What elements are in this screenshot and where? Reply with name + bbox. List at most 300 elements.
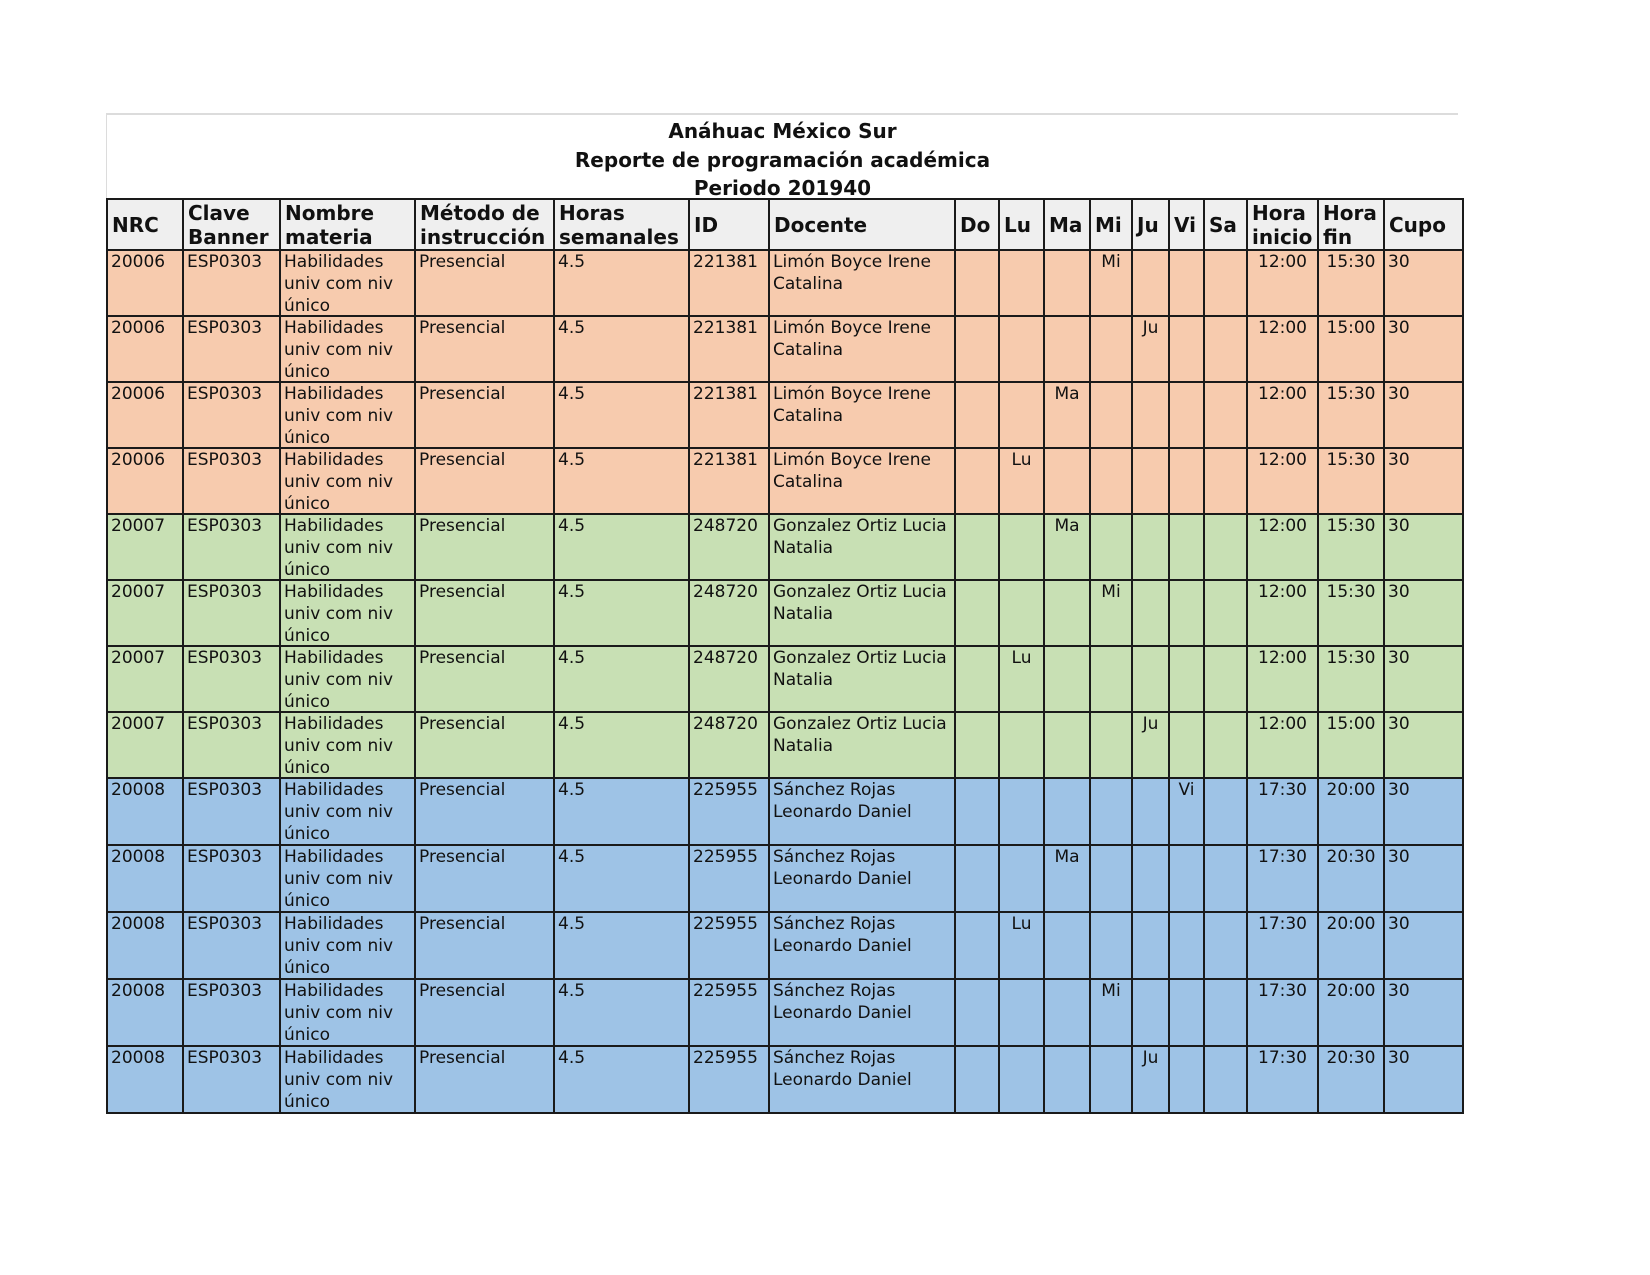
cell-nrc-text: 20008 xyxy=(111,914,166,934)
cell-docente-text: Sánchez Rojas Leonardo Daniel xyxy=(773,847,912,889)
cell-clave-banner-text: ESP0303 xyxy=(187,981,263,1001)
table-row xyxy=(107,712,1463,778)
cell-horas-semanales-text: 4.5 xyxy=(558,914,586,934)
cell-mi xyxy=(1090,912,1132,979)
cell-horas-semanales xyxy=(554,646,689,712)
cell-vi xyxy=(1169,382,1204,448)
cell-nombre-materia xyxy=(280,778,415,845)
cell-hora-inicio xyxy=(1247,580,1318,646)
cell-cupo-text: 30 xyxy=(1388,450,1410,470)
cell-nrc-text: 20007 xyxy=(111,648,166,668)
cell-horas-semanales-text: 4.5 xyxy=(558,1048,586,1068)
cell-nombre-materia-text: Habilidades univ com niv único xyxy=(284,780,394,843)
column-header-hora-inicio: Hora inicio xyxy=(1247,199,1318,250)
cell-hora-fin-text: 15:30 xyxy=(1326,516,1376,536)
cell-docente-text: Sánchez Rojas Leonardo Daniel xyxy=(773,914,912,956)
cell-horas-semanales xyxy=(554,382,689,448)
cell-metodo-instruccion-text: Presencial xyxy=(419,582,506,602)
cell-mi-text: Mi xyxy=(1101,981,1121,1001)
cell-nombre-materia-text: Habilidades univ com niv único xyxy=(284,714,394,777)
cell-metodo-instruccion-text: Presencial xyxy=(419,516,506,536)
cell-docente xyxy=(769,712,955,778)
cell-id xyxy=(689,979,769,1046)
table-row xyxy=(107,845,1463,912)
column-header-lu: Lu xyxy=(999,199,1044,250)
cell-nombre-materia xyxy=(280,580,415,646)
cell-vi xyxy=(1169,580,1204,646)
cell-metodo-instruccion xyxy=(415,316,554,382)
cell-horas-semanales-text: 4.5 xyxy=(558,648,586,668)
cell-docente xyxy=(769,382,955,448)
cell-nrc-text: 20008 xyxy=(111,1048,166,1068)
cell-nombre-materia-text: Habilidades univ com niv único xyxy=(284,318,394,381)
cell-lu-text: Lu xyxy=(1011,648,1032,668)
column-header-nrc: NRC xyxy=(107,199,183,250)
cell-hora-inicio xyxy=(1247,1046,1318,1113)
cell-id xyxy=(689,845,769,912)
cell-cupo-text: 30 xyxy=(1388,780,1410,800)
cell-ma xyxy=(1044,514,1090,580)
cell-horas-semanales xyxy=(554,979,689,1046)
cell-ju xyxy=(1132,912,1169,979)
cell-hora-inicio xyxy=(1247,382,1318,448)
cell-clave-banner-text: ESP0303 xyxy=(187,1048,263,1068)
cell-mi xyxy=(1090,778,1132,845)
table-row xyxy=(107,250,1463,316)
cell-cupo-text: 30 xyxy=(1388,714,1410,734)
cell-cupo-text: 30 xyxy=(1388,1048,1410,1068)
cell-cupo xyxy=(1384,979,1463,1046)
cell-cupo-text: 30 xyxy=(1388,516,1410,536)
cell-sa xyxy=(1204,316,1247,382)
cell-mi xyxy=(1090,845,1132,912)
cell-hora-inicio xyxy=(1247,514,1318,580)
cell-hora-fin-text: 15:30 xyxy=(1326,384,1376,404)
cell-clave-banner-text: ESP0303 xyxy=(187,318,263,338)
cell-clave-banner-text: ESP0303 xyxy=(187,450,263,470)
cell-nrc xyxy=(107,250,183,316)
table-body xyxy=(107,250,1463,1113)
cell-hora-fin-text: 15:00 xyxy=(1326,318,1376,338)
cell-hora-fin-text: 15:30 xyxy=(1326,450,1376,470)
cell-metodo-instruccion xyxy=(415,514,554,580)
cell-docente xyxy=(769,778,955,845)
cell-metodo-instruccion xyxy=(415,448,554,514)
cell-id xyxy=(689,712,769,778)
cell-cupo xyxy=(1384,382,1463,448)
cell-hora-fin xyxy=(1318,845,1384,912)
cell-do xyxy=(955,979,999,1046)
cell-ju xyxy=(1132,845,1169,912)
cell-clave-banner xyxy=(183,646,280,712)
table-row xyxy=(107,778,1463,845)
cell-ma xyxy=(1044,845,1090,912)
cell-cupo xyxy=(1384,448,1463,514)
cell-mi xyxy=(1090,712,1132,778)
table-row xyxy=(107,514,1463,580)
cell-horas-semanales-text: 4.5 xyxy=(558,252,586,272)
cell-lu xyxy=(999,1046,1044,1113)
cell-vi xyxy=(1169,912,1204,979)
cell-horas-semanales xyxy=(554,250,689,316)
cell-docente xyxy=(769,316,955,382)
cell-docente xyxy=(769,845,955,912)
cell-metodo-instruccion xyxy=(415,382,554,448)
cell-hora-inicio-text: 12:00 xyxy=(1258,582,1307,602)
cell-nrc xyxy=(107,712,183,778)
cell-sa xyxy=(1204,845,1247,912)
cell-horas-semanales-text: 4.5 xyxy=(558,582,586,602)
cell-do xyxy=(955,845,999,912)
cell-clave-banner-text: ESP0303 xyxy=(187,780,263,800)
cell-id xyxy=(689,316,769,382)
cell-id xyxy=(689,448,769,514)
cell-lu xyxy=(999,250,1044,316)
cell-nombre-materia xyxy=(280,250,415,316)
cell-metodo-instruccion xyxy=(415,646,554,712)
cell-hora-inicio-text: 12:00 xyxy=(1258,450,1307,470)
cell-do xyxy=(955,316,999,382)
cell-hora-fin xyxy=(1318,1046,1384,1113)
cell-cupo xyxy=(1384,845,1463,912)
cell-nrc-text: 20006 xyxy=(111,252,166,272)
table-row xyxy=(107,1046,1463,1113)
table-row xyxy=(107,580,1463,646)
cell-nrc-text: 20007 xyxy=(111,714,166,734)
cell-hora-inicio xyxy=(1247,712,1318,778)
cell-id xyxy=(689,514,769,580)
cell-sa xyxy=(1204,646,1247,712)
cell-hora-fin xyxy=(1318,979,1384,1046)
column-header-id: ID xyxy=(689,199,769,250)
cell-hora-fin xyxy=(1318,448,1384,514)
cell-vi xyxy=(1169,448,1204,514)
cell-docente xyxy=(769,979,955,1046)
cell-cupo xyxy=(1384,1046,1463,1113)
cell-nombre-materia xyxy=(280,316,415,382)
cell-ma xyxy=(1044,316,1090,382)
cell-nrc xyxy=(107,912,183,979)
cell-clave-banner-text: ESP0303 xyxy=(187,847,263,867)
cell-clave-banner-text: ESP0303 xyxy=(187,384,263,404)
cell-clave-banner xyxy=(183,845,280,912)
cell-nombre-materia-text: Habilidades univ com niv único xyxy=(284,648,394,711)
cell-horas-semanales-text: 4.5 xyxy=(558,516,586,536)
cell-sa xyxy=(1204,250,1247,316)
column-header-ma: Ma xyxy=(1044,199,1090,250)
cell-mi xyxy=(1090,250,1132,316)
schedule-table xyxy=(106,198,1464,1114)
cell-hora-fin xyxy=(1318,514,1384,580)
cell-docente-text: Limón Boyce Irene Catalina xyxy=(773,318,931,360)
cell-id-text: 248720 xyxy=(693,516,758,536)
cell-lu xyxy=(999,778,1044,845)
cell-sa xyxy=(1204,382,1247,448)
cell-id xyxy=(689,382,769,448)
cell-nrc-text: 20008 xyxy=(111,981,166,1001)
table-header-row xyxy=(107,199,1463,250)
cell-id xyxy=(689,580,769,646)
cell-cupo xyxy=(1384,712,1463,778)
cell-mi xyxy=(1090,382,1132,448)
cell-nrc xyxy=(107,1046,183,1113)
cell-cupo-text: 30 xyxy=(1388,981,1410,1001)
cell-cupo xyxy=(1384,514,1463,580)
cell-horas-semanales xyxy=(554,580,689,646)
cell-clave-banner-text: ESP0303 xyxy=(187,582,263,602)
cell-hora-fin-text: 20:30 xyxy=(1326,847,1376,867)
cell-clave-banner-text: ESP0303 xyxy=(187,648,263,668)
cell-ma-text: Ma xyxy=(1054,516,1080,536)
cell-metodo-instruccion-text: Presencial xyxy=(419,1048,506,1068)
cell-nrc-text: 20006 xyxy=(111,450,166,470)
cell-clave-banner xyxy=(183,514,280,580)
cell-clave-banner xyxy=(183,316,280,382)
cell-id-text: 225955 xyxy=(693,780,758,800)
cell-hora-fin xyxy=(1318,646,1384,712)
cell-metodo-instruccion-text: Presencial xyxy=(419,252,506,272)
cell-hora-fin xyxy=(1318,712,1384,778)
cell-nombre-materia xyxy=(280,1046,415,1113)
report-title: Reporte de programación académica xyxy=(574,147,991,172)
cell-docente xyxy=(769,912,955,979)
cell-docente-text: Gonzalez Ortiz Lucia Natalia xyxy=(773,648,947,690)
cell-vi xyxy=(1169,1046,1204,1113)
table-row xyxy=(107,646,1463,712)
cell-docente-text: Sánchez Rojas Leonardo Daniel xyxy=(773,981,912,1023)
cell-ma xyxy=(1044,979,1090,1046)
cell-nombre-materia-text: Habilidades univ com niv único xyxy=(284,914,394,977)
cell-hora-inicio xyxy=(1247,979,1318,1046)
cell-horas-semanales-text: 4.5 xyxy=(558,847,586,867)
cell-id xyxy=(689,912,769,979)
cell-nrc-text: 20008 xyxy=(111,847,166,867)
cell-hora-inicio-text: 12:00 xyxy=(1258,252,1307,272)
cell-cupo-text: 30 xyxy=(1388,914,1410,934)
cell-ju-text: Ju xyxy=(1142,1048,1159,1068)
cell-docente xyxy=(769,250,955,316)
cell-nrc-text: 20007 xyxy=(111,516,166,536)
cell-hora-fin xyxy=(1318,778,1384,845)
column-header-docente: Docente xyxy=(769,199,955,250)
cell-hora-inicio xyxy=(1247,912,1318,979)
cell-cupo-text: 30 xyxy=(1388,384,1410,404)
cell-id-text: 248720 xyxy=(693,582,758,602)
cell-do xyxy=(955,250,999,316)
cell-clave-banner xyxy=(183,250,280,316)
cell-lu xyxy=(999,646,1044,712)
cell-id-text: 221381 xyxy=(693,318,758,338)
cell-horas-semanales xyxy=(554,448,689,514)
cell-hora-inicio-text: 12:00 xyxy=(1258,516,1307,536)
cell-hora-fin xyxy=(1318,912,1384,979)
cell-id-text: 248720 xyxy=(693,714,758,734)
cell-hora-fin-text: 15:00 xyxy=(1326,714,1376,734)
column-header-vi: Vi xyxy=(1169,199,1204,250)
cell-cupo-text: 30 xyxy=(1388,582,1410,602)
cell-id-text: 225955 xyxy=(693,1048,758,1068)
cell-lu xyxy=(999,845,1044,912)
cell-id xyxy=(689,646,769,712)
cell-ju xyxy=(1132,382,1169,448)
cell-nombre-materia xyxy=(280,514,415,580)
cell-id-text: 225955 xyxy=(693,914,758,934)
cell-ju xyxy=(1132,646,1169,712)
cell-hora-fin-text: 20:00 xyxy=(1326,914,1376,934)
cell-vi xyxy=(1169,646,1204,712)
cell-horas-semanales xyxy=(554,514,689,580)
cell-id-text: 221381 xyxy=(693,252,758,272)
cell-horas-semanales-text: 4.5 xyxy=(558,384,586,404)
cell-cupo-text: 30 xyxy=(1388,847,1410,867)
cell-metodo-instruccion-text: Presencial xyxy=(419,847,506,867)
cell-docente-text: Limón Boyce Irene Catalina xyxy=(773,252,931,294)
cell-hora-inicio-text: 17:30 xyxy=(1258,847,1307,867)
cell-ma xyxy=(1044,580,1090,646)
table-row xyxy=(107,382,1463,448)
column-header-sa: Sa xyxy=(1204,199,1247,250)
cell-metodo-instruccion-text: Presencial xyxy=(419,914,506,934)
table-row xyxy=(107,912,1463,979)
cell-hora-fin xyxy=(1318,382,1384,448)
cell-id-text: 221381 xyxy=(693,450,758,470)
cell-horas-semanales-text: 4.5 xyxy=(558,318,586,338)
cell-vi xyxy=(1169,778,1204,845)
cell-ma xyxy=(1044,912,1090,979)
cell-sa xyxy=(1204,448,1247,514)
cell-nrc xyxy=(107,448,183,514)
column-header-hora-fin: Hora fin xyxy=(1318,199,1384,250)
cell-lu xyxy=(999,712,1044,778)
cell-vi-text: Vi xyxy=(1178,780,1195,800)
column-header-clave-banner: Clave Banner xyxy=(183,199,280,250)
cell-nrc-text: 20006 xyxy=(111,318,166,338)
cell-mi xyxy=(1090,580,1132,646)
cell-mi xyxy=(1090,1046,1132,1113)
cell-docente-text: Limón Boyce Irene Catalina xyxy=(773,384,931,426)
cell-lu xyxy=(999,316,1044,382)
cell-docente-text: Limón Boyce Irene Catalina xyxy=(773,450,931,492)
cell-ju xyxy=(1132,316,1169,382)
cell-hora-fin-text: 20:00 xyxy=(1326,981,1376,1001)
cell-nrc xyxy=(107,580,183,646)
cell-sa xyxy=(1204,979,1247,1046)
cell-horas-semanales xyxy=(554,1046,689,1113)
cell-lu xyxy=(999,448,1044,514)
cell-horas-semanales xyxy=(554,845,689,912)
cell-clave-banner-text: ESP0303 xyxy=(187,252,263,272)
cell-horas-semanales-text: 4.5 xyxy=(558,714,586,734)
cell-nrc xyxy=(107,646,183,712)
cell-clave-banner xyxy=(183,778,280,845)
cell-horas-semanales xyxy=(554,912,689,979)
cell-ma-text: Ma xyxy=(1054,847,1080,867)
cell-vi xyxy=(1169,845,1204,912)
cell-mi xyxy=(1090,514,1132,580)
cell-metodo-instruccion-text: Presencial xyxy=(419,780,506,800)
cell-docente-text: Sánchez Rojas Leonardo Daniel xyxy=(773,1048,912,1090)
cell-clave-banner xyxy=(183,979,280,1046)
cell-horas-semanales xyxy=(554,778,689,845)
cell-docente-text: Gonzalez Ortiz Lucia Natalia xyxy=(773,582,947,624)
cell-metodo-instruccion xyxy=(415,979,554,1046)
cell-metodo-instruccion-text: Presencial xyxy=(419,384,506,404)
cell-metodo-instruccion xyxy=(415,712,554,778)
cell-clave-banner-text: ESP0303 xyxy=(187,714,263,734)
cell-metodo-instruccion xyxy=(415,250,554,316)
cell-ma xyxy=(1044,778,1090,845)
cell-hora-inicio xyxy=(1247,316,1318,382)
cell-horas-semanales xyxy=(554,712,689,778)
cell-lu xyxy=(999,382,1044,448)
cell-nrc-text: 20007 xyxy=(111,582,166,602)
cell-nombre-materia-text: Habilidades univ com niv único xyxy=(284,516,394,579)
cell-sa xyxy=(1204,712,1247,778)
cell-hora-inicio xyxy=(1247,778,1318,845)
cell-ma xyxy=(1044,448,1090,514)
cell-ju xyxy=(1132,250,1169,316)
cell-clave-banner xyxy=(183,448,280,514)
cell-ju-text: Ju xyxy=(1142,714,1159,734)
cell-cupo xyxy=(1384,912,1463,979)
cell-mi-text: Mi xyxy=(1101,582,1121,602)
cell-hora-inicio-text: 17:30 xyxy=(1258,914,1307,934)
cell-sa xyxy=(1204,1046,1247,1113)
cell-nombre-materia-text: Habilidades univ com niv único xyxy=(284,1048,394,1111)
cell-do xyxy=(955,778,999,845)
cell-cupo xyxy=(1384,580,1463,646)
cell-metodo-instruccion xyxy=(415,1046,554,1113)
cell-ju xyxy=(1132,514,1169,580)
cell-vi xyxy=(1169,712,1204,778)
cell-lu-text: Lu xyxy=(1011,914,1032,934)
report-institution: Anáhuac México Sur xyxy=(668,119,897,143)
cell-hora-fin-text: 15:30 xyxy=(1326,582,1376,602)
cell-sa xyxy=(1204,580,1247,646)
cell-hora-fin xyxy=(1318,580,1384,646)
column-header-ju: Ju xyxy=(1132,199,1169,250)
cell-nrc xyxy=(107,382,183,448)
cell-nrc xyxy=(107,316,183,382)
cell-id xyxy=(689,1046,769,1113)
cell-docente xyxy=(769,580,955,646)
cell-hora-fin-text: 15:30 xyxy=(1326,252,1376,272)
cell-vi xyxy=(1169,979,1204,1046)
cell-nrc xyxy=(107,514,183,580)
cell-ju xyxy=(1132,448,1169,514)
cell-do xyxy=(955,448,999,514)
cell-sa xyxy=(1204,778,1247,845)
table-row xyxy=(107,316,1463,382)
cell-clave-banner-text: ESP0303 xyxy=(187,516,263,536)
cell-metodo-instruccion-text: Presencial xyxy=(419,450,506,470)
cell-cupo xyxy=(1384,250,1463,316)
table-row xyxy=(107,448,1463,514)
cell-mi xyxy=(1090,646,1132,712)
cell-id-text: 221381 xyxy=(693,384,758,404)
cell-docente xyxy=(769,514,955,580)
cell-metodo-instruccion-text: Presencial xyxy=(419,648,506,668)
column-header-metodo-instruccion: Método de instrucción xyxy=(415,199,554,250)
cell-nrc xyxy=(107,845,183,912)
cell-cupo xyxy=(1384,646,1463,712)
cell-ju xyxy=(1132,580,1169,646)
cell-docente-text: Sánchez Rojas Leonardo Daniel xyxy=(773,780,912,822)
cell-hora-fin-text: 15:30 xyxy=(1326,648,1376,668)
cell-sa xyxy=(1204,514,1247,580)
cell-hora-fin xyxy=(1318,316,1384,382)
report-title-block xyxy=(106,113,1458,198)
